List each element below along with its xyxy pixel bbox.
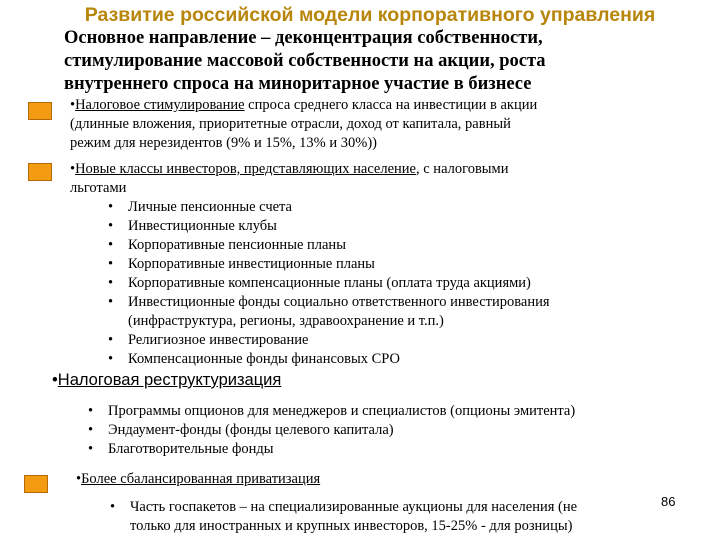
orange-bullet-box-3 — [24, 475, 48, 493]
section-tax-incentives — [70, 96, 537, 153]
section-2-rest: , с налоговыми — [416, 161, 509, 177]
main-direction — [64, 27, 714, 96]
list-item: • Программы опционов для менеджеров и специалистов (опционы эмитента) — [88, 403, 576, 419]
section-tax-restructuring — [52, 371, 281, 390]
section-2-heading: Новые классы инвесторов, представляющих население — [75, 161, 416, 177]
list-item: • Корпоративные пенсионные планы — [108, 237, 346, 253]
list-item: • Часть госпакетов – на специализированные аукционы для населения (не — [110, 499, 578, 515]
list-item-continuation: только для иностранных и крупных инвесторов, 15-25% - для розницы) — [130, 518, 573, 534]
list-item-continuation: (инфраструктура, регионы, здравоохранение и т.п.) — [128, 313, 444, 329]
section-4-heading: Более сбалансированная приватизация — [81, 471, 321, 487]
list-item: • Благотворительные фонды — [88, 441, 274, 457]
section-2-line-2: льготами — [70, 180, 127, 196]
section-4-list — [110, 498, 577, 536]
section-3-list — [88, 402, 575, 459]
section-3-heading: Налоговая реструктуризация — [57, 371, 282, 389]
main-direction-line-3: внутреннего спроса на миноритарное участие в бизнесе — [64, 74, 532, 94]
bullet: • — [52, 371, 58, 389]
list-item: • Религиозное инвестирование — [108, 332, 309, 348]
section-privatization — [76, 470, 320, 489]
list-item: • Инвестиционные фонды социально ответственного инвестирования — [108, 294, 550, 310]
list-item: • Личные пенсионные счета — [108, 199, 292, 215]
list-item: • Корпоративные компенсационные планы (оплата труда акциями) — [108, 275, 531, 291]
bullet: • — [76, 471, 82, 487]
orange-bullet-box-1 — [28, 102, 52, 120]
bullet: • — [70, 161, 76, 177]
section-1-line-3: режим для нерезидентов (9% и 15%, 13% и 30%)) — [70, 135, 377, 151]
main-direction-line-1: Основное направление – деконцентрация собственности, — [64, 28, 543, 48]
page-number: 86 — [661, 494, 676, 509]
list-item: • Компенсационные фонды финансовых СРО — [108, 351, 400, 367]
section-1-rest: спроса среднего класса на инвестиции в акции — [244, 97, 538, 113]
section-2-list — [108, 198, 550, 369]
list-item: • Эндаумент-фонды (фонды целевого капитала) — [88, 422, 394, 438]
section-1-line-2: (длинные вложения, приоритетные отрасли, доход от капитала, равный — [70, 116, 511, 132]
list-item: • Корпоративные инвестиционные планы — [108, 256, 375, 272]
orange-bullet-box-2 — [28, 163, 52, 181]
page-title: Развитие российской модели корпоративного управления — [84, 4, 656, 26]
list-item: • Инвестиционные клубы — [108, 218, 277, 234]
section-1-heading: Налоговое стимулирование — [75, 97, 245, 113]
bullet: • — [70, 97, 76, 113]
section-new-investor-classes — [70, 160, 508, 198]
main-direction-line-2: стимулирование массовой собственности на акции, роста — [64, 51, 546, 71]
